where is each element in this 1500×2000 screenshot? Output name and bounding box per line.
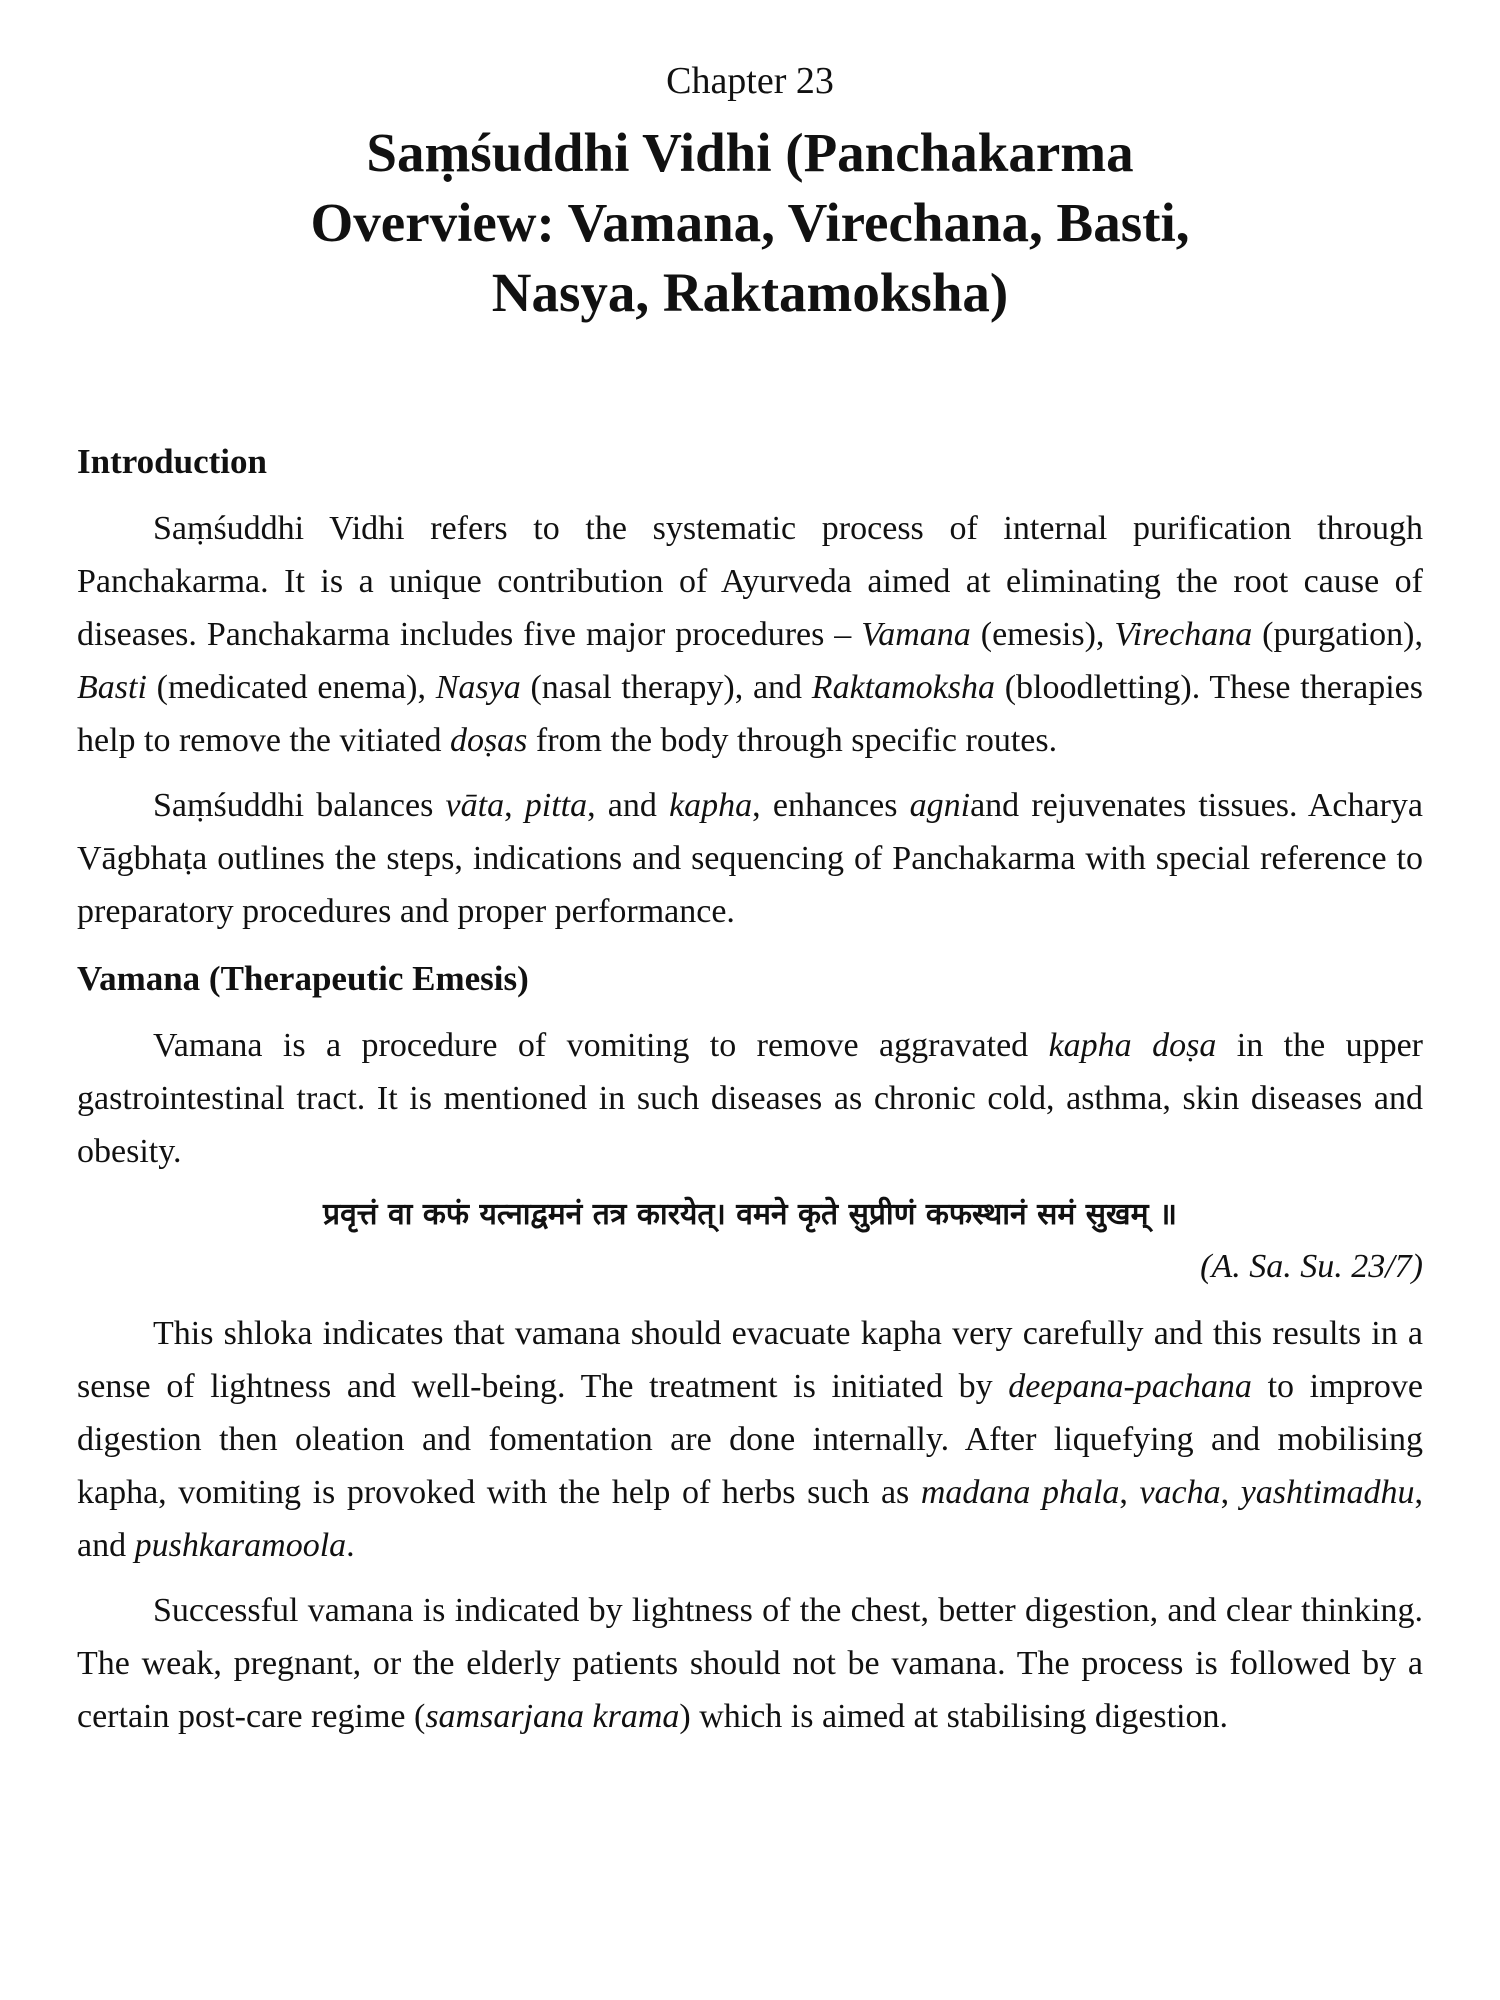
- text-run: (purgation),: [1252, 616, 1423, 653]
- term-deepana-pachana: deepana-pachana: [1008, 1368, 1252, 1405]
- shloka-reference: (A. Sa. Su. 23/7): [1200, 1248, 1423, 1285]
- text-run: (medicated enema),: [146, 669, 436, 706]
- text-run: ,: [1119, 1474, 1140, 1511]
- term-basti: Basti: [77, 669, 147, 706]
- text-run: Vamana is a procedure of vomiting to remove aggravated: [153, 1027, 1049, 1064]
- term-kapha-dosa: kapha doṣa: [1048, 1027, 1217, 1064]
- text-run: , enhances: [752, 787, 910, 824]
- text-run: (nasal therapy), and: [520, 669, 812, 706]
- chapter-title-line: Overview: Vamana, Virechana, Basti,: [310, 192, 1190, 253]
- chapter-title: [150, 118, 1350, 328]
- term-madana-phala: madana phala: [920, 1474, 1120, 1511]
- term-nasya: Nasya: [435, 669, 521, 706]
- term-vata: vāta: [445, 787, 505, 824]
- chapter-title-line: Saṃśuddhi Vidhi (Panchakarma: [366, 122, 1134, 183]
- term-pitta: pitta: [524, 787, 588, 824]
- term-yashtimadhu: yashtimadhu: [1240, 1474, 1415, 1511]
- term-samsarjana-krama: samsarjana krama: [425, 1698, 680, 1735]
- introduction-paragraph-2: [77, 779, 1423, 938]
- text-run: Successful vamana is indicated by lightness of the chest, better digestion, and clear thinking. The weak, pregnant, or the elderly patients should not be vamana. The process is followed by a certain post-care regime (: [77, 1592, 1423, 1735]
- text-run: ,: [1220, 1474, 1241, 1511]
- text-run: (emesis),: [970, 616, 1115, 653]
- section-heading-vamana: Vamana (Therapeutic Emesis): [77, 959, 529, 998]
- term-agni: agni: [909, 787, 971, 824]
- section-heading-introduction: Introduction: [77, 442, 267, 481]
- term-virechana: Virechana: [1114, 616, 1253, 653]
- text-run: to improve digestion then oleation and fomentation are done internally. After liquefying and mobilising kapha, vomiting is provoked with the help of herbs such as: [77, 1368, 1423, 1511]
- term-dosas: doṣas: [449, 722, 528, 759]
- vamana-paragraph-1: [77, 1019, 1423, 1178]
- term-kapha: kapha: [669, 787, 753, 824]
- chapter-title-line: Nasya, Raktamoksha): [491, 262, 1009, 323]
- term-raktamoksha: Raktamoksha: [811, 669, 995, 706]
- term-pushkaramoola: pushkaramoola: [134, 1527, 347, 1564]
- text-run: in the upper gastrointestinal tract. It is mentioned in such diseases as chronic cold, asthma, skin diseases and obesity.: [77, 1027, 1423, 1170]
- text-run: Saṃśuddhi Vidhi refers to the systematic process of internal purification through Panchakarma. It is a unique contribution of Ayurveda aimed at eliminating the root cause of diseases. Panchakarma includes five major procedures –: [77, 510, 1423, 653]
- page-body: [77, 435, 1423, 1755]
- term-vamana: Vamana: [861, 616, 971, 653]
- text-run: from the body through specific routes.: [527, 722, 1058, 759]
- text-run: ) which is aimed at stabilising digestion.: [679, 1698, 1229, 1735]
- vamana-paragraph-2: [77, 1307, 1423, 1572]
- text-run: ,: [504, 787, 525, 824]
- text-run: .: [346, 1527, 355, 1564]
- introduction-paragraph-1: [77, 502, 1423, 767]
- text-run: and rejuvenates tissues. Acharya Vāgbhaṭa outlines the steps, indications and sequencing of Panchakarma with special reference to preparatory procedures and proper performance.: [77, 787, 1423, 930]
- text-run: , and: [587, 787, 670, 824]
- text-run: (bloodletting). These therapies help to remove the vitiated: [77, 669, 1423, 759]
- text-run: , and: [77, 1474, 1423, 1564]
- vamana-paragraph-3: [77, 1584, 1423, 1743]
- chapter-number: Chapter 23: [666, 60, 834, 102]
- term-vacha: vacha: [1139, 1474, 1221, 1511]
- text-run: Saṃśuddhi balances: [153, 787, 446, 824]
- text-run: This shloka indicates that vamana should evacuate kapha very carefully and this results in a sense of lightness and well-being. The treatment is initiated by: [77, 1315, 1423, 1405]
- sanskrit-shloka: प्रवृत्तं वा कफं यत्नाद्वमनं तत्र कारयेत्। वमने कृते सुप्रीणं कफस्थानं समं सुखम् ॥: [323, 1197, 1177, 1232]
